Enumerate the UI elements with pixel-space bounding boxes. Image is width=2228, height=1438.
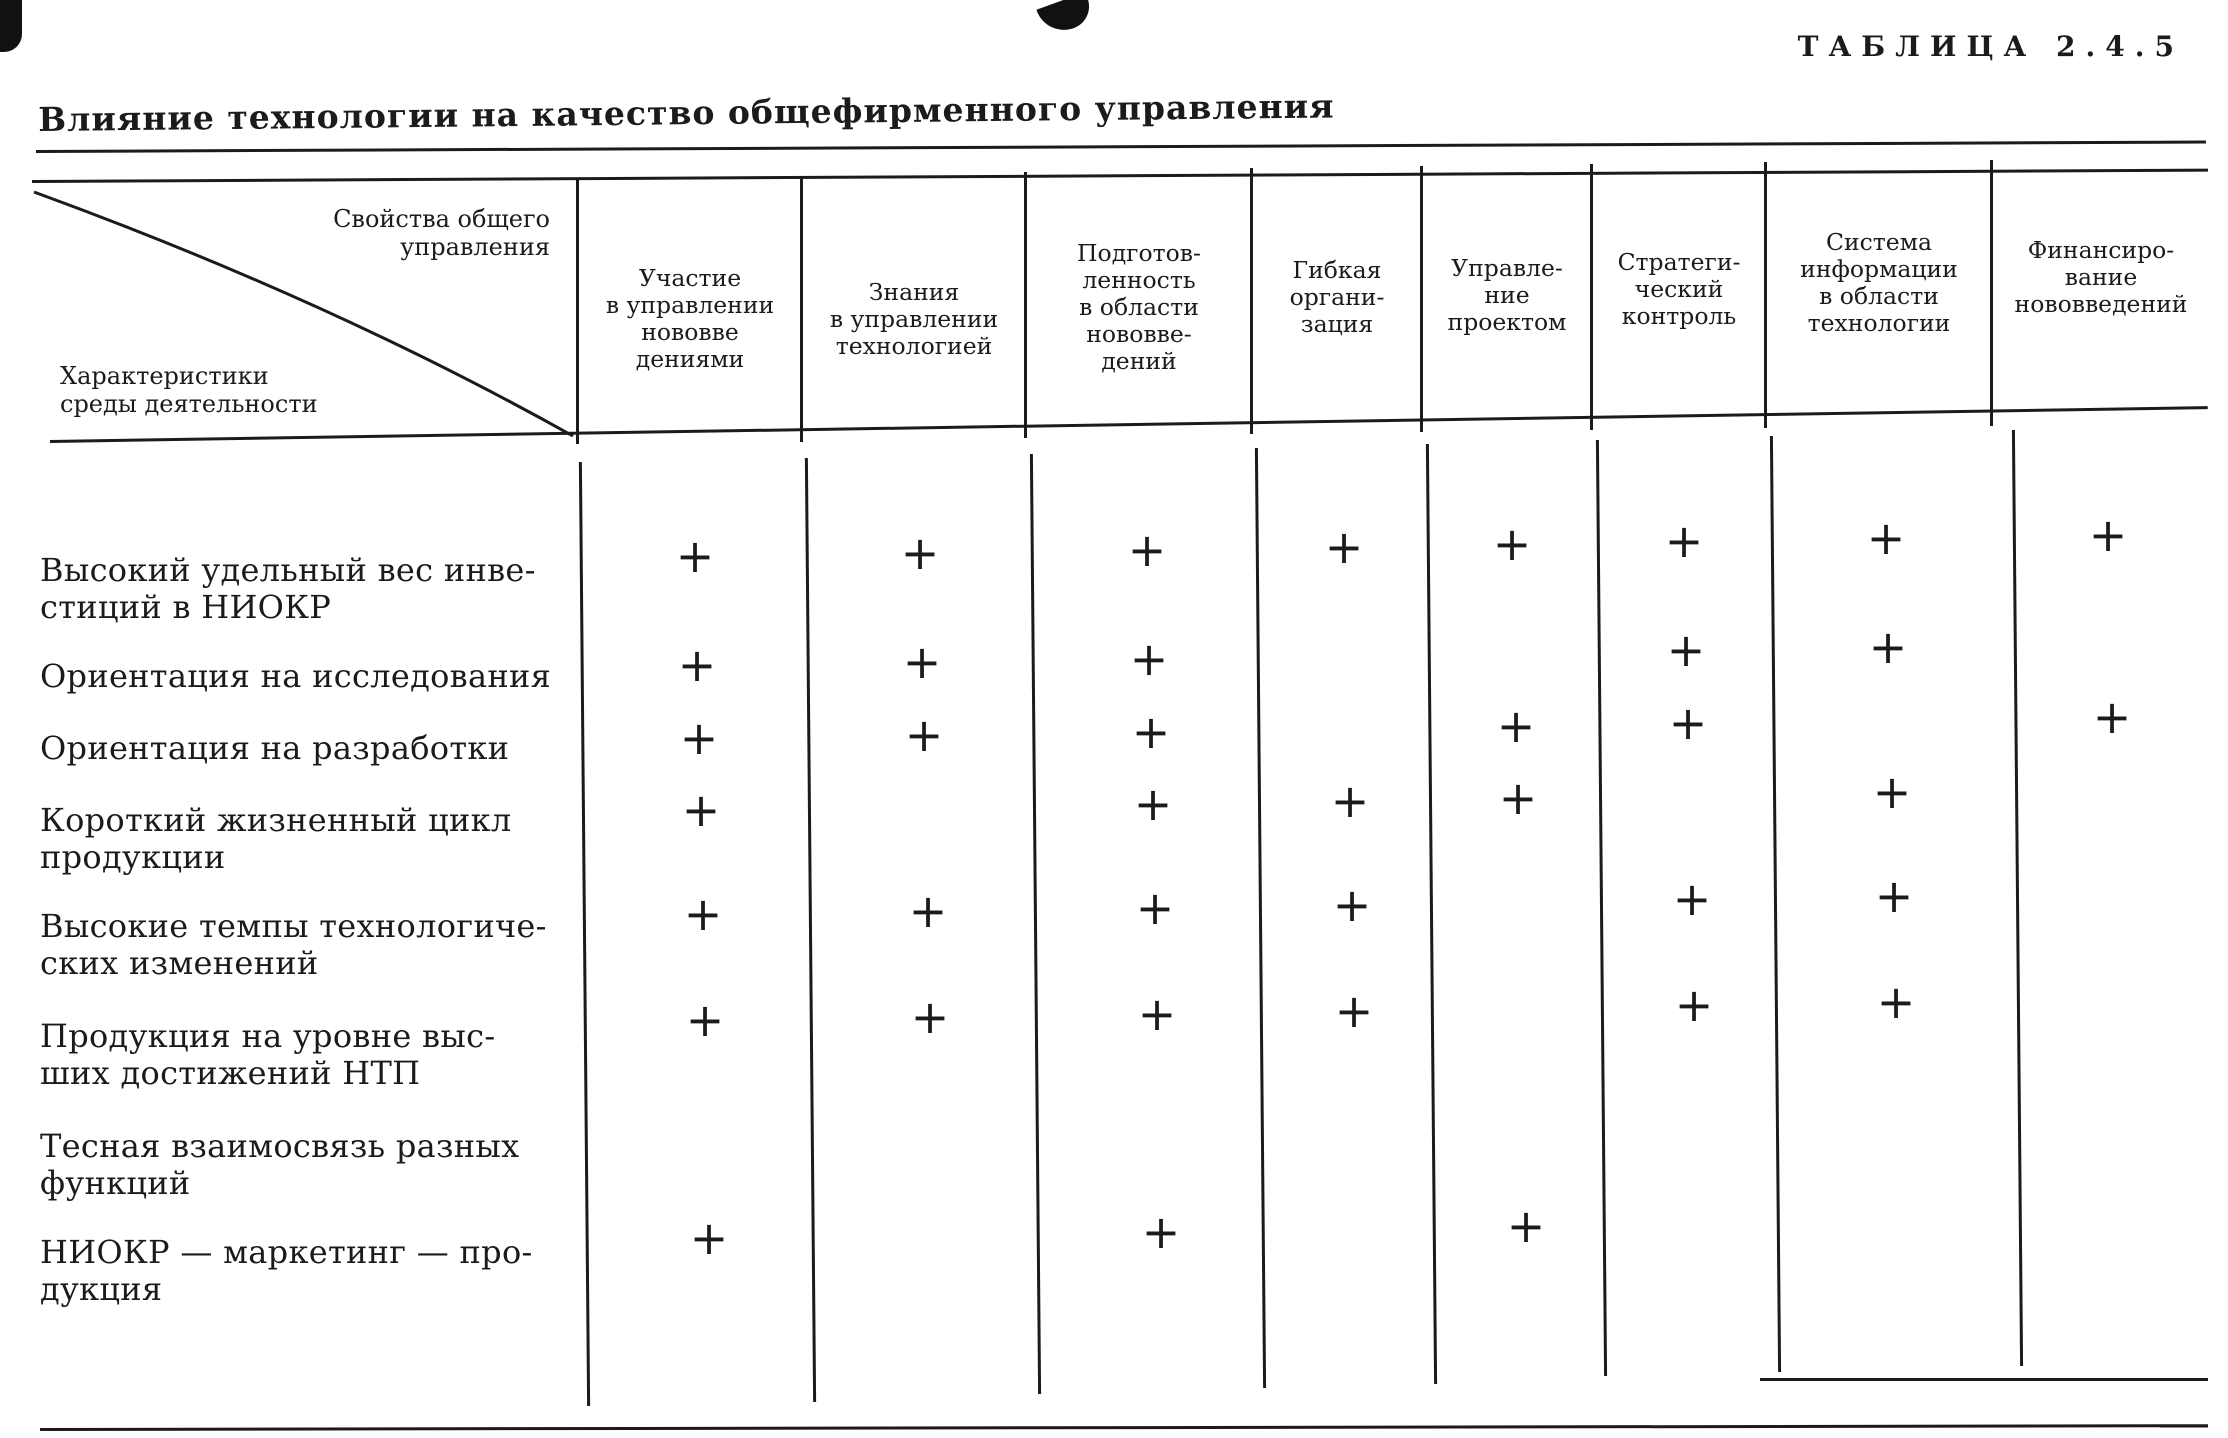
row-label: Высокий удельный вес инве- стиций в НИОКР [40, 551, 536, 626]
plus-mark: + [675, 529, 715, 583]
row-label: НИОКР — маркетинг — про- дукция [40, 1233, 533, 1308]
column-header: Стратеги- ческий контроль [1617, 247, 1741, 330]
page-bottom-rule [40, 1424, 2208, 1431]
column-header: Гибкая органи- зация [1289, 255, 1385, 338]
plus-mark: + [1872, 765, 1912, 819]
column-header: Система информации в области технологии [1800, 228, 1958, 337]
plus-mark: + [1332, 878, 1372, 932]
row-label: Тесная взаимосвязь разных функций [40, 1127, 520, 1202]
column-divider [805, 458, 816, 1402]
plus-mark: + [1334, 984, 1374, 1038]
plus-mark: + [1666, 623, 1706, 677]
plus-mark: + [2092, 690, 2132, 744]
column-divider [1024, 172, 1027, 438]
table-title: Влияние технологии на качество общефирменного управления [38, 86, 1335, 139]
plus-mark: + [1868, 620, 1908, 674]
column-header: Подготов- ленность в области нововве- дений [1077, 238, 1201, 375]
column-divider [1764, 162, 1767, 428]
plus-mark: + [1129, 632, 1169, 686]
corner-label-characteristics: Характеристики среды деятельности [60, 362, 318, 418]
plus-mark: + [1131, 705, 1171, 759]
table-number: ТАБЛИЦА 2.4.5 [1797, 30, 2184, 63]
plus-mark: + [1876, 975, 1916, 1029]
column-divider [1255, 448, 1266, 1388]
plus-mark: + [1874, 869, 1914, 923]
plus-mark: + [1127, 523, 1167, 577]
column-header: Управле- ние проектом [1447, 253, 1567, 336]
column-divider [1420, 166, 1423, 432]
plus-mark: + [908, 884, 948, 938]
plus-mark: + [1498, 771, 1538, 825]
plus-mark: + [1866, 511, 1906, 565]
plus-mark: + [1133, 777, 1173, 831]
row-label: Короткий жизненный цикл продукции [40, 801, 512, 876]
column-divider [1590, 164, 1593, 430]
column-header: Финансиро- вание нововведений [2014, 235, 2188, 318]
plus-mark: + [683, 887, 723, 941]
column-divider [800, 176, 803, 442]
plus-mark: + [689, 1211, 729, 1265]
column-header: Знания в управлении технологией [829, 277, 999, 360]
plus-mark: + [2088, 508, 2128, 562]
plus-mark: + [1506, 1199, 1546, 1253]
plus-mark: + [910, 990, 950, 1044]
column-divider [1596, 440, 1607, 1376]
column-divider [579, 462, 590, 1406]
plus-mark: + [1668, 696, 1708, 750]
plus-mark: + [685, 993, 725, 1047]
row-label: Ориентация на исследования [40, 657, 552, 695]
plus-mark: + [1672, 872, 1712, 926]
plus-mark: + [1135, 881, 1175, 935]
plus-mark: + [1664, 514, 1704, 568]
column-header: Участие в управлении нововве дениями [605, 264, 775, 373]
plus-mark: + [1141, 1205, 1181, 1259]
column-divider [576, 178, 579, 444]
plus-mark: + [1324, 520, 1364, 574]
row-label: Ориентация на разработки [40, 729, 510, 767]
plus-mark: + [1674, 978, 1714, 1032]
plus-mark: + [681, 783, 721, 837]
corner-label-properties: Свойства общего управления [333, 205, 550, 261]
plus-mark: + [902, 635, 942, 689]
column-divider [1030, 454, 1041, 1394]
scan-blot-center [1036, 0, 1095, 38]
row-label: Продукция на уровне выс- ших достижений НТП [40, 1017, 496, 1092]
plus-mark: + [1492, 517, 1532, 571]
plus-mark: + [1496, 699, 1536, 753]
plus-mark: + [677, 638, 717, 692]
plus-mark: + [904, 708, 944, 762]
column-divider [1426, 444, 1437, 1384]
column-divider [1990, 160, 1993, 426]
column-divider [1770, 436, 1781, 1372]
table-bottom-rule [1760, 1378, 2208, 1381]
plus-mark: + [1330, 774, 1370, 828]
plus-mark: + [1137, 987, 1177, 1041]
column-divider [2012, 430, 2023, 1366]
plus-mark: + [679, 711, 719, 765]
row-label: Высокие темпы технологиче- ских изменений [40, 907, 547, 982]
plus-mark: + [900, 526, 940, 580]
column-divider [1250, 168, 1253, 434]
